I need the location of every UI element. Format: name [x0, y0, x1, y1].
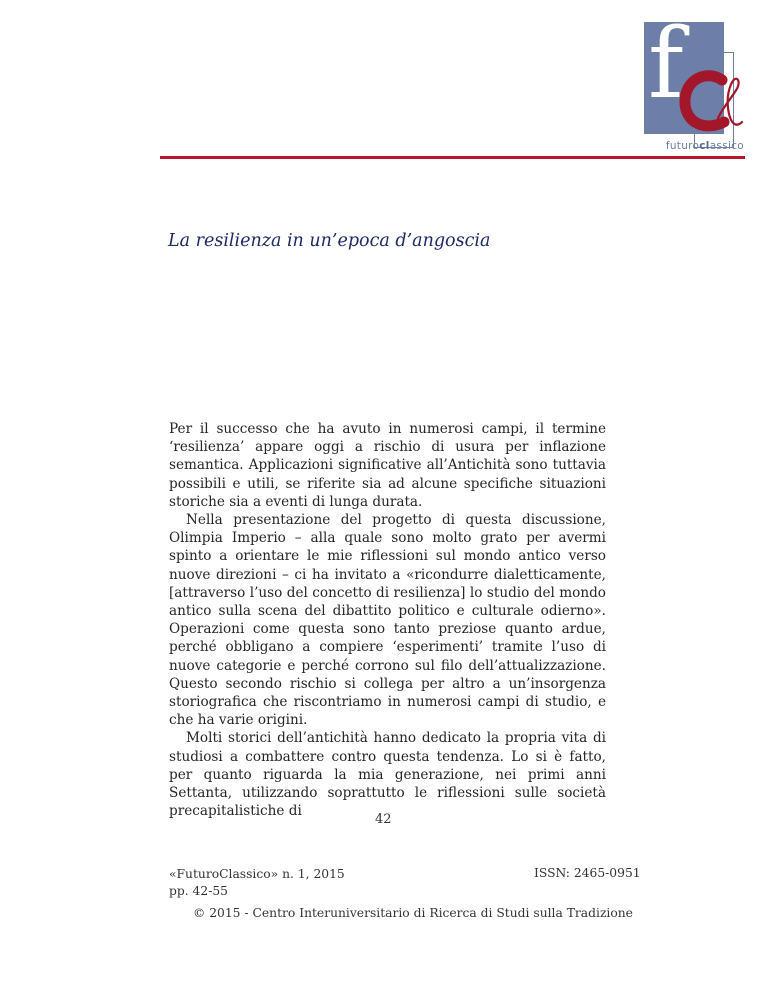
logo-caption: [644, 140, 744, 152]
article-title: La resilienza in un’epoca d’angoscia: [168, 231, 491, 251]
footer-journal: «FuturoClassico» n. 1, 2015: [169, 867, 345, 881]
logo-cl-monogram-icon: [678, 68, 744, 134]
footer-citation: [169, 866, 345, 900]
article-body: [169, 420, 606, 820]
paragraph-2: Nella presentazione del progetto di questa discussione, Olimpia Imperio – alla quale sono molto grato per avermi spinto a orientare le mie riflessioni sul mondo antico verso nuove direzioni – ci ha invitato a «ricondurre dialetticamente, [attraverso l’uso del concetto di resilienza] lo studio del mondo antico sulla scena del dibattito politico e culturale odierno». Operazioni come questa sono tanto preziose quanto ardue, perché obbligano a compiere ‘esperimenti’ tramite l’uso di nuove categorie e perché corrono sul filo dell’attualizzazione. Questo secondo rischio si collega per altro a un’insorgenza storiografica che riscontriamo in numerosi campi di studio, e che ha varie origini.: [169, 512, 606, 729]
paragraph-3: Molti storici dell’antichità hanno dedicato la propria vita di studiosi a combattere contro questa tendenza. Lo si è fatto, per quanto riguarda la mia generazione, nei primi anni Settanta, utilizzando soprattutto le riflessioni sulle società precapitalistiche di: [169, 730, 606, 820]
footer-copyright: © 2015 - Centro Interuniversitario di Ricerca di Studi sulla Tradizione: [193, 906, 633, 920]
footer-issn: ISSN: 2465-0951: [534, 866, 641, 880]
header-rule: [160, 156, 745, 159]
logo-letter-f: f: [648, 8, 684, 120]
paragraph-1: Per il successo che ha avuto in numerosi campi, il termine ‘resilienza’ appare oggi a rischio di usura per inflazione semantica. Applicazioni significative all’Antichità sono tuttavia possibili e utili, se riferite sia ad alcune specifiche situazioni storiche sia a eventi di lunga durata.: [169, 421, 606, 510]
journal-logo: [644, 8, 744, 152]
logo-caption-part-bold: cl: [699, 140, 710, 152]
page-number: 42: [375, 812, 392, 827]
logo-caption-part-1: futuro: [665, 140, 700, 152]
logo-caption-part-2: assico: [709, 140, 744, 152]
footer-pages: pp. 42-55: [169, 884, 229, 898]
